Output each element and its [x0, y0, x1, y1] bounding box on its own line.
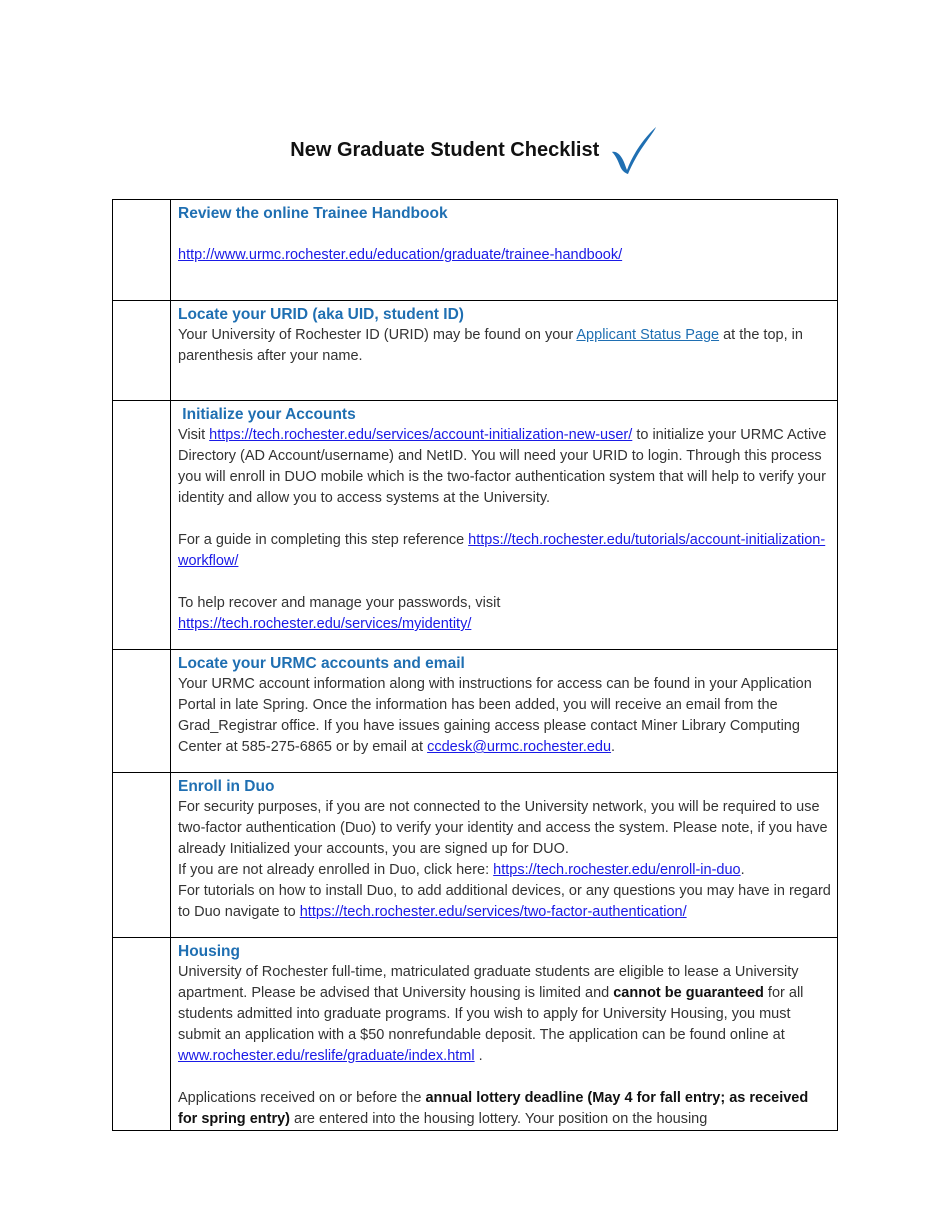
section-heading: Initialize your Accounts — [178, 406, 356, 423]
reslife-link[interactable]: www.rochester.edu/reslife/graduate/index.html — [178, 1048, 475, 1064]
section-text: Your URMC account information along with instructions for access can be found in your Application Portal in late Spring. Once the information has been added, you will receive an email from the Grad_Registrar office. If you have issues gaining access please contact Miner Library Computing Center at 585-275-6865 or by email at ccdesk@urmc.rochester.edu. — [178, 676, 812, 755]
section-heading: Locate your URMC accounts and email — [178, 655, 465, 672]
section-text: For a guide in completing this step reference https://tech.rochester.edu/tutorials/account-initialization-workflow/ — [178, 532, 826, 569]
checklist-row — [113, 650, 838, 773]
checklist-row — [113, 301, 838, 401]
title-area — [0, 124, 950, 176]
row-content — [171, 401, 838, 650]
section-text: If you are not already enrolled in Duo, click here: https://tech.rochester.edu/enroll-in-duo. — [178, 862, 745, 878]
checklist-row — [113, 200, 838, 301]
ccdesk-email-link[interactable]: ccdesk@urmc.rochester.edu — [427, 739, 612, 755]
section-text: For security purposes, if you are not connected to the University network, you will be required to use two-factor authentication (Duo) to verify your identity and access the system. Please note, if you have already Initialized your accounts, you are signed up for DUO. — [178, 799, 828, 857]
section-heading: Housing — [178, 943, 240, 960]
checklist-row — [113, 773, 838, 938]
row-content — [171, 200, 838, 301]
checkbox-cell[interactable] — [113, 401, 171, 650]
checklist-table — [112, 199, 838, 1131]
row-content — [171, 650, 838, 773]
section-text: To help recover and manage your passwords, visit https://tech.rochester.edu/services/myidentity/ — [178, 595, 501, 632]
checkmark-icon — [608, 124, 660, 176]
row-content — [171, 773, 838, 938]
enroll-duo-link[interactable]: https://tech.rochester.edu/enroll-in-duo — [493, 862, 741, 878]
section-heading: Enroll in Duo — [178, 778, 275, 795]
section-text: Visit https://tech.rochester.edu/services/account-initialization-new-user/ to initialize your URMC Active Directory (AD Account/username) and NetID. You will need your URID to login. Through this process you will enroll in DUO mobile which is the two-factor authentication system that will help to verify your identity and allow you to access systems at the University. — [178, 427, 827, 506]
account-init-link[interactable]: https://tech.rochester.edu/services/account-initialization-new-user/ — [209, 427, 633, 443]
row-content — [171, 301, 838, 401]
checkbox-cell[interactable] — [113, 773, 171, 938]
section-text: Applications received on or before the annual lottery deadline (May 4 for fall entry; as received for spring entry) are entered into the housing lottery. Your position on the housing — [178, 1090, 809, 1127]
checkbox-cell[interactable] — [113, 200, 171, 301]
section-text: For tutorials on how to install Duo, to add additional devices, or any questions you may have in regard to Duo navigate to https://tech.rochester.edu/services/two-factor-authentication/ — [178, 883, 831, 920]
account-init-guide-link[interactable]: https://tech.rochester.edu/tutorials/account-initialization-workflow/ — [178, 532, 826, 569]
section-text: University of Rochester full-time, matriculated graduate students are eligible to lease a University apartment. Please be advised that University housing is limited and cannot be guaranteed for all students admitted into graduate programs. If you wish to apply for University Housing, you must submit an application with a $50 nonrefundable deposit. The application can be found online at www.rochester.edu/reslife/graduate/index.html . — [178, 964, 804, 1064]
section-heading: Review the online Trainee Handbook — [178, 205, 448, 222]
page-title: New Graduate Student Checklist — [290, 139, 600, 161]
checkbox-cell[interactable] — [113, 938, 171, 1131]
applicant-status-link[interactable]: Applicant Status Page — [576, 327, 720, 343]
section-text: Your University of Rochester ID (URID) may be found on your Applicant Status Page at the top, in parenthesis after your name. — [178, 327, 803, 364]
checkbox-cell[interactable] — [113, 650, 171, 773]
section-heading: Locate your URID (aka UID, student ID) — [178, 306, 464, 323]
checklist-row — [113, 938, 838, 1131]
checklist-row — [113, 401, 838, 650]
trainee-handbook-link[interactable]: http://www.urmc.rochester.edu/education/graduate/trainee-handbook/ — [178, 247, 623, 263]
myidentity-link[interactable]: https://tech.rochester.edu/services/myidentity/ — [178, 616, 472, 632]
row-content — [171, 938, 838, 1131]
two-factor-link[interactable]: https://tech.rochester.edu/services/two-factor-authentication/ — [299, 904, 687, 920]
checkbox-cell[interactable] — [113, 301, 171, 401]
